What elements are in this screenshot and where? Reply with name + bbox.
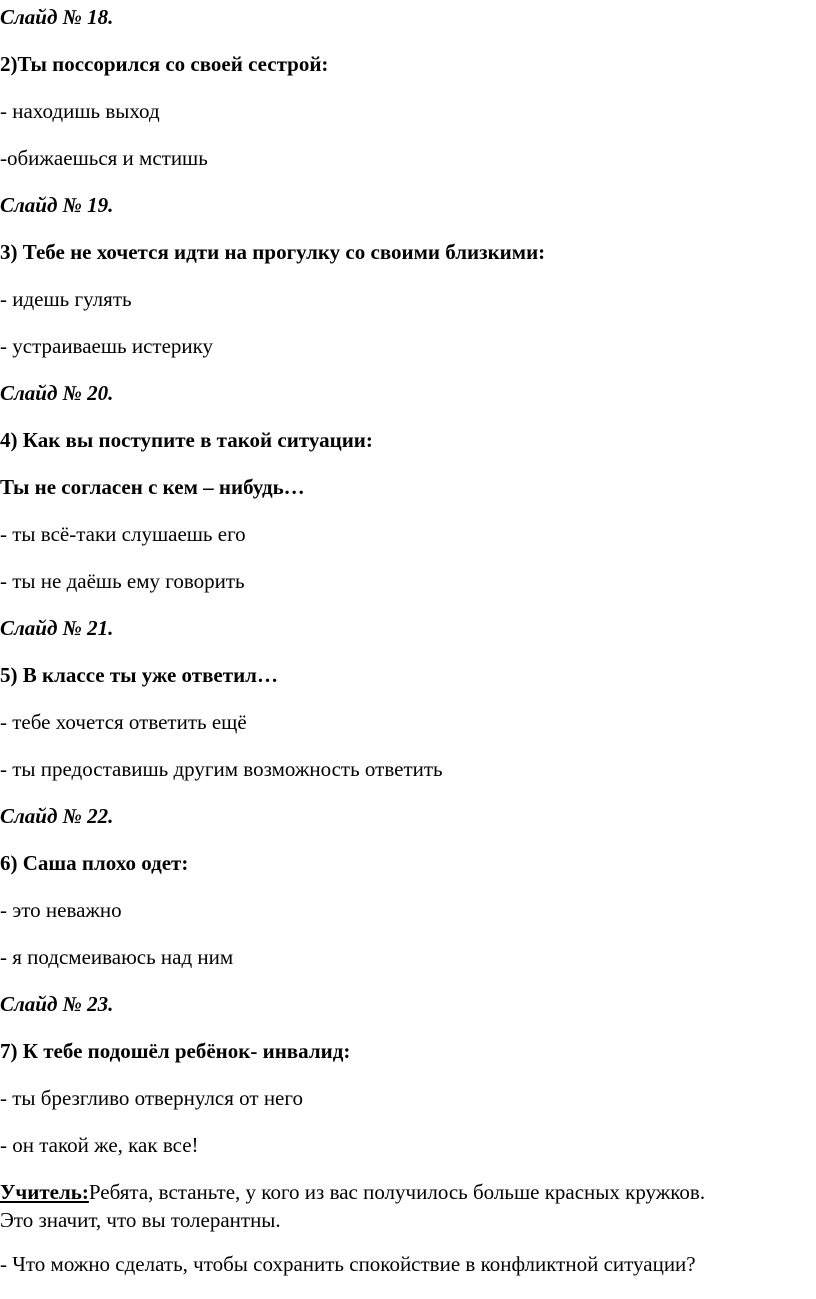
answer-option: - идешь гулять: [0, 287, 132, 311]
slide-heading-19: Слайд № 19.: [0, 193, 114, 217]
answer-option: - ты брезгливо отвернулся от него: [0, 1086, 303, 1110]
slide-heading-18: Слайд № 18.: [0, 5, 114, 29]
slide-heading-23: Слайд № 23.: [0, 992, 114, 1016]
final-question: - Что можно сделать, чтобы сохранить спокойствие в конфликтной ситуации?: [0, 1252, 696, 1276]
teacher-text-continued: Это значит, что вы толерантны.: [0, 1208, 281, 1232]
answer-option: - ты предоставишь другим возможность ответить: [0, 757, 443, 781]
slide-heading-20: Слайд № 20.: [0, 381, 114, 405]
answer-option: - находишь выход: [0, 99, 160, 123]
question-3: 3) Тебе не хочется идти на прогулку со своими близкими:: [0, 240, 546, 264]
teacher-text: Ребята, встаньте, у кого из вас получилось больше красных кружков.: [88, 1180, 706, 1204]
answer-option: - устраиваешь истерику: [0, 334, 214, 358]
question-5: 5) В классе ты уже ответил…: [0, 663, 278, 687]
answer-option: - он такой же, как все!: [0, 1133, 199, 1157]
answer-option: - это неважно: [0, 898, 122, 922]
answer-option: - ты всё-таки слушаешь его: [0, 522, 246, 546]
slide-heading-22: Слайд № 22.: [0, 804, 114, 828]
question-4-situation: Ты не согласен с кем – нибудь…: [0, 475, 305, 499]
answer-option: - тебе хочется ответить ещё: [0, 710, 247, 734]
answer-option: -обижаешься и мстишь: [0, 146, 208, 170]
answer-option: - ты не даёшь ему говорить: [0, 569, 245, 593]
slide-heading-21: Слайд № 21.: [0, 616, 114, 640]
question-4: 4) Как вы поступите в такой ситуации:: [0, 428, 373, 452]
question-6: 6) Саша плохо одет:: [0, 851, 189, 875]
teacher-paragraph: [0, 1180, 705, 1204]
answer-option: - я подсмеиваюсь над ним: [0, 945, 234, 969]
question-7: 7) К тебе подошёл ребёнок- инвалид:: [0, 1039, 351, 1063]
question-2: 2)Ты поссорился со своей сестрой:: [0, 52, 329, 76]
teacher-label: Учитель:: [0, 1180, 89, 1204]
